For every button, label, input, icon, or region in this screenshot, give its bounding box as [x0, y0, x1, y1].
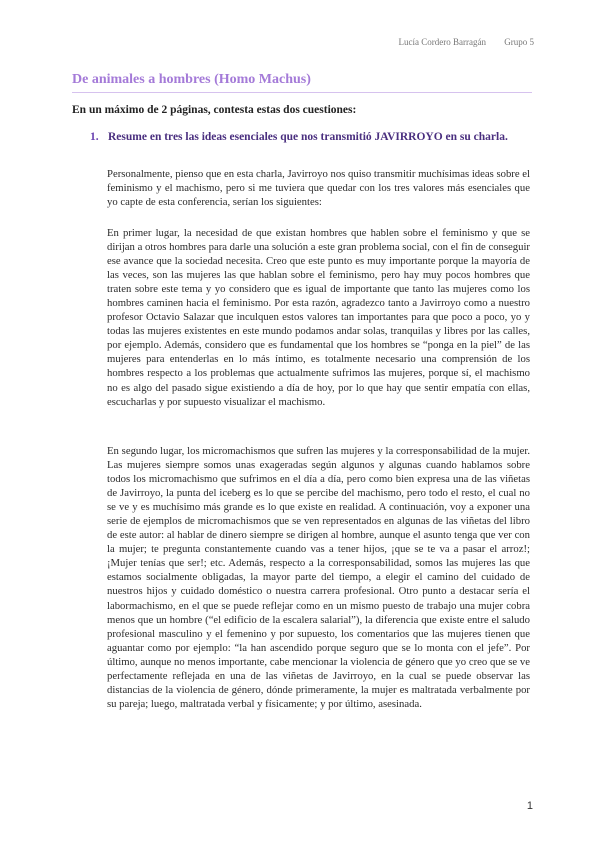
group-label: Grupo 5: [504, 37, 534, 47]
instructions-text: En un máximo de 2 páginas, contesta estas dos cuestiones:: [72, 104, 357, 116]
paragraph-second-idea: En segundo lugar, los micromachismos que sufren las mujeres y la corresponsabilidad de la mujer. Las mujeres siempre somos unas exageradas según algunos y algunas cuando hablamos sobre todos los micromachismo que sufrimos en el día a día, pero como bien expresa una de las viñetas de Javirroyo, la punta del iceberg es lo que se percibe del machismo, pero todo el resto, el cual no se ve y es muchísimo más grande es lo que existe en realidad. A continuación, voy a exponer una serie de ejemplos de micromachismos que se ven representados en algunas de las viñetas del libro de este autor: al hablar de dinero siempre se dirigen al hombre, aunque el asunto tenga que ver con la mujer; te pregunta constantemente cuando vas a tener hijos, ¡que se te va a pasar el arroz!; ¡Mujer tenías que ser!; etc. Además, respecto a la corresponsabilidad, somos las mujeres las que estamos socialmente obligadas, la mayor parte del tiempo, a elegir el camino del cuidado de nuestros hijos y cuidado doméstico o nuestra carrera profesional. Otro punto a destacar sería el labormachismo, en el que se puede reflejar como en un mismo puesto de trabajo una mujer cobra menos que un hombre (“el edificio de la escalera salarial”), la diferencia que existe entre el saludo profesional masculino y el femenino y por supuesto, los comentarios que las mujeres tienen que aguantar como por ejemplo: “la han ascendido porque seguro que se lo monta con el jefe”. Por último, aunque no menos importante, cabe mencionar la violencia de género que yo creo que se ve perfectamente reflejada en una de las viñetas de Javirroyo, en la cual se puede observar las distancias de la violencia de género, dónde primeramente, la mujer es maltratada verbalmente por su pareja; luego, maltratada verbal y físicamente; y por último, asesinada.: [107, 445, 530, 710]
paragraph-intro: Personalmente, pienso que en esta charla, Javirroyo nos quiso transmitir muchísimas ideas sobre el feminismo y el machismo, pero si me tuviera que quedar con los tres valores más esenciales que yo capte de esta conferencia, serían los siguientes:: [107, 168, 530, 209]
question-number: 1.: [90, 131, 99, 143]
question-item: [90, 130, 530, 145]
document-title: De animales a hombres (Homo Machus): [72, 71, 532, 93]
author-name: Lucía Cordero Barragán: [398, 37, 486, 47]
question-text: Resume en tres las ideas esenciales que nos transmitió JAVIRROYO en su charla.: [108, 131, 508, 143]
page-header: [399, 37, 534, 47]
paragraph-first-idea: En primer lugar, la necesidad de que existan hombres que hablen sobre el feminismo y que se dirijan a otros hombres para darle una solución a este gran problema social, con el fin de conseguir ese avance que la sociedad necesita. Creo que este punto es muy importante porque la mayoría de las veces, son las mujeres las que hablan sobre el feminismo, pero hay muy pocos hombres que traten sobre este tema y yo considero que es igual de importante que tanto las mujeres como los hombres caminen hacia el feminismo. Por esta razón, agradezco tanto a Javirroyo como a nuestro profesor Octavio Salazar que inculquen estos valores tan importantes para que poco a poco, yo y todas las mujeres existentes en este mundo podamos andar solas, tranquilas y libres por las calles, por ejemplo. Además, considero que es fundamental que los hombres se “ponga en la piel” de las mujeres para entenderlas en lo más íntimo, es totalmente necesario una comprensión de los hombres respecto a los problemas que actualmente sufrimos las mujeres, porque sí, el machismo no es algo del pasado sigue existiendo a día de hoy, por lo que hay que sentir empatía con ellas, escucharlas y por supuesto visualizar el machismo.: [107, 227, 530, 408]
page-number: 1: [526, 800, 533, 812]
